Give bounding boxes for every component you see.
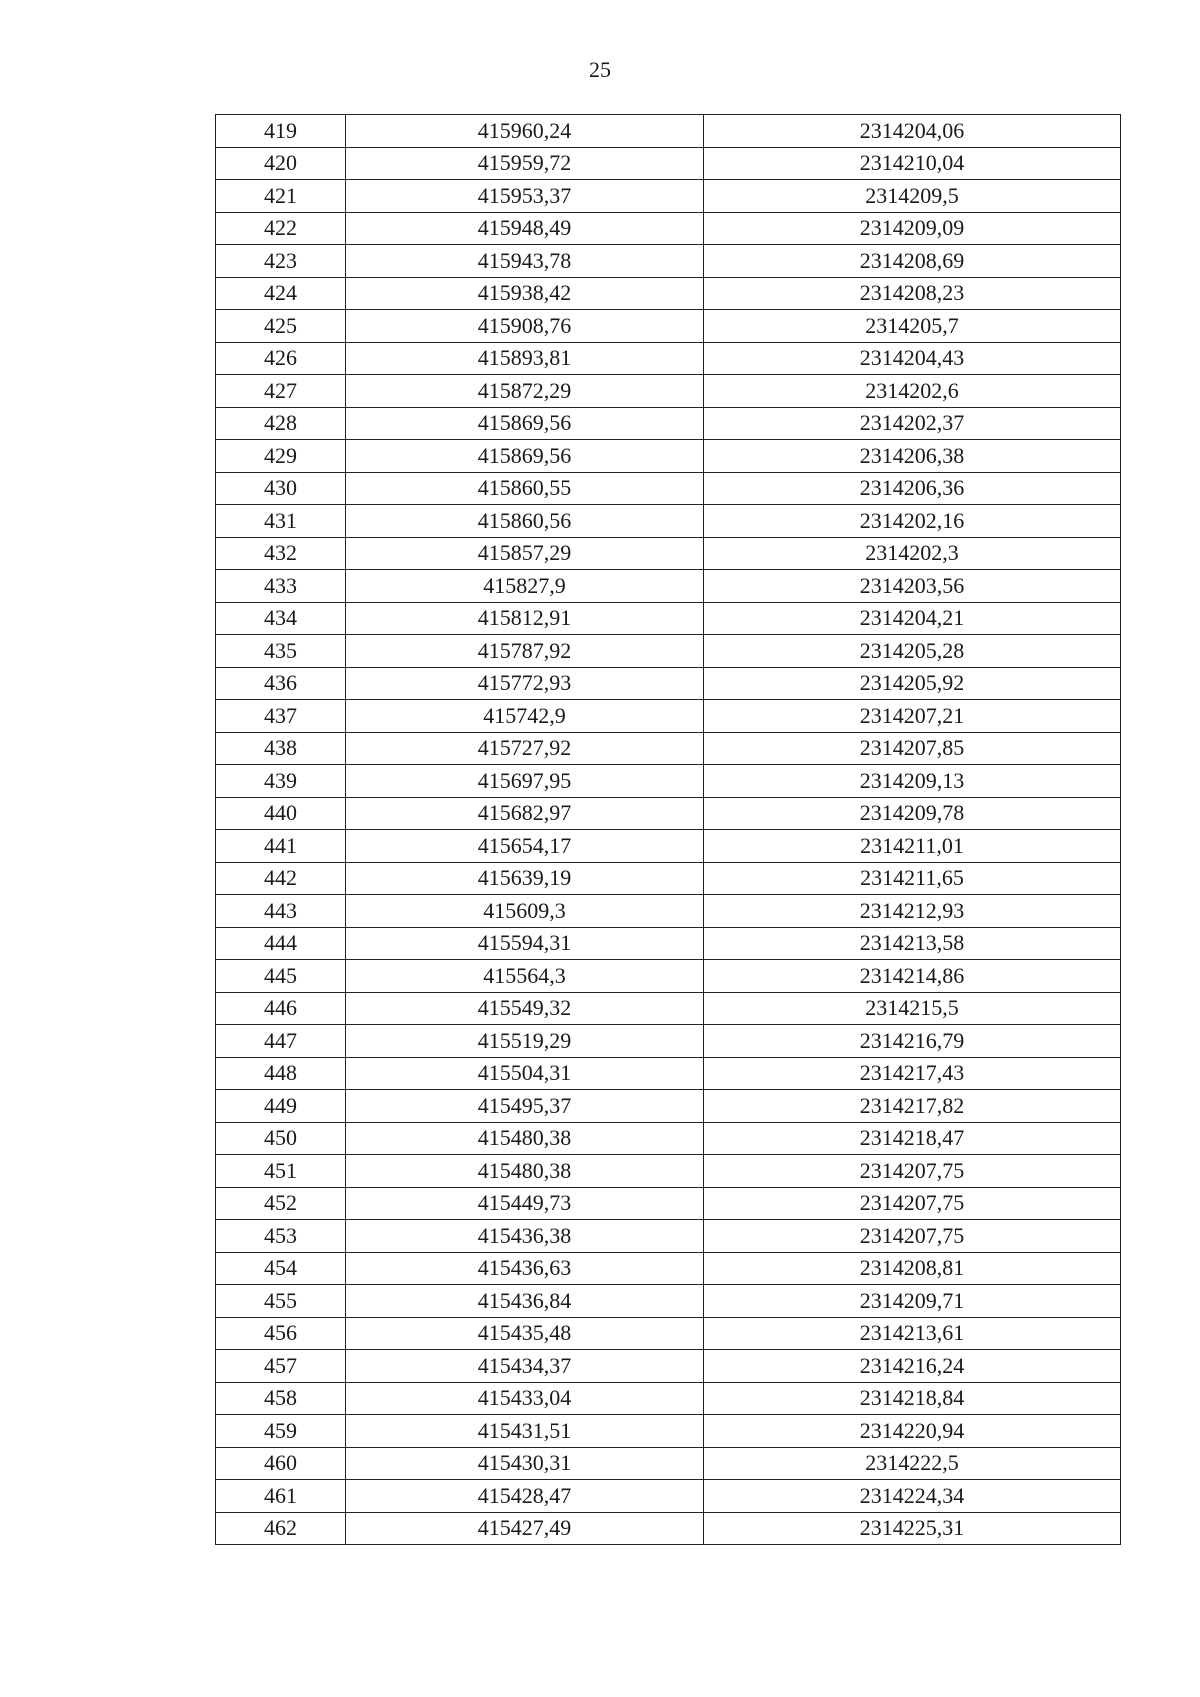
point-number-cell: 421 <box>216 180 346 213</box>
x-coordinate-cell: 415609,3 <box>346 895 704 928</box>
x-coordinate-cell: 415504,31 <box>346 1057 704 1090</box>
y-coordinate-cell: 2314208,23 <box>704 277 1121 310</box>
point-number-cell: 446 <box>216 992 346 1025</box>
x-coordinate-cell: 415727,92 <box>346 732 704 765</box>
x-coordinate-cell: 415480,38 <box>346 1122 704 1155</box>
x-coordinate-cell: 415449,73 <box>346 1187 704 1220</box>
table-row <box>216 895 1121 928</box>
table-row <box>216 960 1121 993</box>
point-number-cell: 425 <box>216 310 346 343</box>
table-row <box>216 1122 1121 1155</box>
x-coordinate-cell: 415742,9 <box>346 700 704 733</box>
coordinates-table-body <box>216 115 1121 1545</box>
table-row <box>216 862 1121 895</box>
x-coordinate-cell: 415943,78 <box>346 245 704 278</box>
x-coordinate-cell: 415436,84 <box>346 1285 704 1318</box>
y-coordinate-cell: 2314203,56 <box>704 570 1121 603</box>
point-number-cell: 456 <box>216 1317 346 1350</box>
y-coordinate-cell: 2314222,5 <box>704 1447 1121 1480</box>
x-coordinate-cell: 415860,56 <box>346 505 704 538</box>
point-number-cell: 420 <box>216 147 346 180</box>
page-number: 25 <box>589 57 611 82</box>
y-coordinate-cell: 2314211,01 <box>704 830 1121 863</box>
x-coordinate-cell: 415435,48 <box>346 1317 704 1350</box>
point-number-cell: 455 <box>216 1285 346 1318</box>
point-number-cell: 430 <box>216 472 346 505</box>
table-row <box>216 700 1121 733</box>
table-row <box>216 1220 1121 1253</box>
point-number-cell: 435 <box>216 635 346 668</box>
point-number-cell: 439 <box>216 765 346 798</box>
y-coordinate-cell: 2314206,36 <box>704 472 1121 505</box>
x-coordinate-cell: 415787,92 <box>346 635 704 668</box>
table-row <box>216 1415 1121 1448</box>
table-row <box>216 667 1121 700</box>
point-number-cell: 422 <box>216 212 346 245</box>
y-coordinate-cell: 2314213,61 <box>704 1317 1121 1350</box>
y-coordinate-cell: 2314216,24 <box>704 1350 1121 1383</box>
table-row <box>216 635 1121 668</box>
table-row <box>216 1187 1121 1220</box>
table-row <box>216 440 1121 473</box>
x-coordinate-cell: 415427,49 <box>346 1512 704 1545</box>
table-row <box>216 1447 1121 1480</box>
point-number-cell: 462 <box>216 1512 346 1545</box>
x-coordinate-cell: 415893,81 <box>346 342 704 375</box>
point-number-cell: 444 <box>216 927 346 960</box>
table-row <box>216 1057 1121 1090</box>
y-coordinate-cell: 2314224,34 <box>704 1480 1121 1513</box>
point-number-cell: 434 <box>216 602 346 635</box>
x-coordinate-cell: 415519,29 <box>346 1025 704 1058</box>
table-row <box>216 212 1121 245</box>
y-coordinate-cell: 2314206,38 <box>704 440 1121 473</box>
table-row <box>216 472 1121 505</box>
point-number-cell: 431 <box>216 505 346 538</box>
y-coordinate-cell: 2314218,84 <box>704 1382 1121 1415</box>
x-coordinate-cell: 415772,93 <box>346 667 704 700</box>
table-row <box>216 602 1121 635</box>
point-number-cell: 457 <box>216 1350 346 1383</box>
y-coordinate-cell: 2314210,04 <box>704 147 1121 180</box>
y-coordinate-cell: 2314217,43 <box>704 1057 1121 1090</box>
point-number-cell: 450 <box>216 1122 346 1155</box>
point-number-cell: 437 <box>216 700 346 733</box>
point-number-cell: 459 <box>216 1415 346 1448</box>
y-coordinate-cell: 2314208,81 <box>704 1252 1121 1285</box>
y-coordinate-cell: 2314205,28 <box>704 635 1121 668</box>
x-coordinate-cell: 415436,63 <box>346 1252 704 1285</box>
point-number-cell: 423 <box>216 245 346 278</box>
point-number-cell: 445 <box>216 960 346 993</box>
x-coordinate-cell: 415857,29 <box>346 537 704 570</box>
point-number-cell: 424 <box>216 277 346 310</box>
y-coordinate-cell: 2314217,82 <box>704 1090 1121 1123</box>
y-coordinate-cell: 2314202,6 <box>704 375 1121 408</box>
x-coordinate-cell: 415436,38 <box>346 1220 704 1253</box>
y-coordinate-cell: 2314211,65 <box>704 862 1121 895</box>
y-coordinate-cell: 2314204,43 <box>704 342 1121 375</box>
point-number-cell: 419 <box>216 115 346 148</box>
y-coordinate-cell: 2314214,86 <box>704 960 1121 993</box>
y-coordinate-cell: 2314215,5 <box>704 992 1121 1025</box>
y-coordinate-cell: 2314213,58 <box>704 927 1121 960</box>
y-coordinate-cell: 2314218,47 <box>704 1122 1121 1155</box>
x-coordinate-cell: 415872,29 <box>346 375 704 408</box>
x-coordinate-cell: 415549,32 <box>346 992 704 1025</box>
y-coordinate-cell: 2314202,37 <box>704 407 1121 440</box>
y-coordinate-cell: 2314207,75 <box>704 1220 1121 1253</box>
table-row <box>216 992 1121 1025</box>
y-coordinate-cell: 2314216,79 <box>704 1025 1121 1058</box>
point-number-cell: 447 <box>216 1025 346 1058</box>
point-number-cell: 458 <box>216 1382 346 1415</box>
point-number-cell: 452 <box>216 1187 346 1220</box>
y-coordinate-cell: 2314208,69 <box>704 245 1121 278</box>
point-number-cell: 436 <box>216 667 346 700</box>
table-row <box>216 310 1121 343</box>
x-coordinate-cell: 415639,19 <box>346 862 704 895</box>
table-row <box>216 1317 1121 1350</box>
table-row <box>216 570 1121 603</box>
point-number-cell: 454 <box>216 1252 346 1285</box>
y-coordinate-cell: 2314209,5 <box>704 180 1121 213</box>
table-row <box>216 1252 1121 1285</box>
table-row <box>216 180 1121 213</box>
y-coordinate-cell: 2314204,21 <box>704 602 1121 635</box>
point-number-cell: 460 <box>216 1447 346 1480</box>
x-coordinate-cell: 415938,42 <box>346 277 704 310</box>
x-coordinate-cell: 415480,38 <box>346 1155 704 1188</box>
x-coordinate-cell: 415908,76 <box>346 310 704 343</box>
point-number-cell: 429 <box>216 440 346 473</box>
x-coordinate-cell: 415434,37 <box>346 1350 704 1383</box>
x-coordinate-cell: 415860,55 <box>346 472 704 505</box>
y-coordinate-cell: 2314207,21 <box>704 700 1121 733</box>
table-row <box>216 797 1121 830</box>
x-coordinate-cell: 415697,95 <box>346 765 704 798</box>
point-number-cell: 451 <box>216 1155 346 1188</box>
table-row <box>216 1025 1121 1058</box>
point-number-cell: 461 <box>216 1480 346 1513</box>
x-coordinate-cell: 415948,49 <box>346 212 704 245</box>
table-row <box>216 147 1121 180</box>
table-row <box>216 115 1121 148</box>
y-coordinate-cell: 2314205,92 <box>704 667 1121 700</box>
y-coordinate-cell: 2314207,85 <box>704 732 1121 765</box>
x-coordinate-cell: 415953,37 <box>346 180 704 213</box>
y-coordinate-cell: 2314220,94 <box>704 1415 1121 1448</box>
y-coordinate-cell: 2314209,78 <box>704 797 1121 830</box>
table-row <box>216 1480 1121 1513</box>
coordinates-table <box>215 114 1121 1545</box>
x-coordinate-cell: 415433,04 <box>346 1382 704 1415</box>
x-coordinate-cell: 415869,56 <box>346 407 704 440</box>
x-coordinate-cell: 415495,37 <box>346 1090 704 1123</box>
point-number-cell: 442 <box>216 862 346 895</box>
point-number-cell: 443 <box>216 895 346 928</box>
point-number-cell: 428 <box>216 407 346 440</box>
y-coordinate-cell: 2314207,75 <box>704 1187 1121 1220</box>
table-row <box>216 830 1121 863</box>
x-coordinate-cell: 415431,51 <box>346 1415 704 1448</box>
y-coordinate-cell: 2314205,7 <box>704 310 1121 343</box>
table-row <box>216 505 1121 538</box>
point-number-cell: 441 <box>216 830 346 863</box>
point-number-cell: 440 <box>216 797 346 830</box>
table-row <box>216 1350 1121 1383</box>
table-row <box>216 342 1121 375</box>
x-coordinate-cell: 415682,97 <box>346 797 704 830</box>
table-row <box>216 765 1121 798</box>
y-coordinate-cell: 2314207,75 <box>704 1155 1121 1188</box>
x-coordinate-cell: 415564,3 <box>346 960 704 993</box>
point-number-cell: 433 <box>216 570 346 603</box>
table-row <box>216 1155 1121 1188</box>
y-coordinate-cell: 2314202,3 <box>704 537 1121 570</box>
table-row <box>216 277 1121 310</box>
point-number-cell: 453 <box>216 1220 346 1253</box>
table-row <box>216 407 1121 440</box>
y-coordinate-cell: 2314209,13 <box>704 765 1121 798</box>
point-number-cell: 449 <box>216 1090 346 1123</box>
x-coordinate-cell: 415430,31 <box>346 1447 704 1480</box>
table-row <box>216 1090 1121 1123</box>
x-coordinate-cell: 415827,9 <box>346 570 704 603</box>
point-number-cell: 438 <box>216 732 346 765</box>
x-coordinate-cell: 415960,24 <box>346 115 704 148</box>
table-row <box>216 245 1121 278</box>
point-number-cell: 448 <box>216 1057 346 1090</box>
y-coordinate-cell: 2314202,16 <box>704 505 1121 538</box>
table-row <box>216 927 1121 960</box>
table-row <box>216 732 1121 765</box>
y-coordinate-cell: 2314212,93 <box>704 895 1121 928</box>
table-row <box>216 1512 1121 1545</box>
point-number-cell: 427 <box>216 375 346 408</box>
table-row <box>216 1285 1121 1318</box>
y-coordinate-cell: 2314209,71 <box>704 1285 1121 1318</box>
table-row <box>216 375 1121 408</box>
x-coordinate-cell: 415654,17 <box>346 830 704 863</box>
table-row <box>216 1382 1121 1415</box>
table-row <box>216 537 1121 570</box>
point-number-cell: 432 <box>216 537 346 570</box>
x-coordinate-cell: 415812,91 <box>346 602 704 635</box>
x-coordinate-cell: 415428,47 <box>346 1480 704 1513</box>
x-coordinate-cell: 415594,31 <box>346 927 704 960</box>
x-coordinate-cell: 415959,72 <box>346 147 704 180</box>
x-coordinate-cell: 415869,56 <box>346 440 704 473</box>
y-coordinate-cell: 2314204,06 <box>704 115 1121 148</box>
y-coordinate-cell: 2314225,31 <box>704 1512 1121 1545</box>
point-number-cell: 426 <box>216 342 346 375</box>
y-coordinate-cell: 2314209,09 <box>704 212 1121 245</box>
